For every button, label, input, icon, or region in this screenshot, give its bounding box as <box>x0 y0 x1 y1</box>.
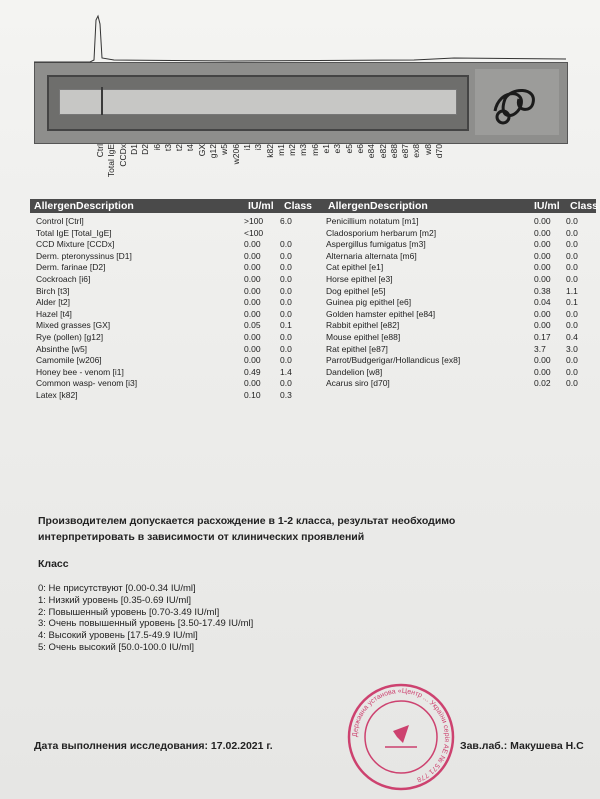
table-row <box>326 262 588 274</box>
class-value: 0.0 <box>280 331 292 342</box>
class-value: 0.0 <box>566 355 578 366</box>
iu-value: 0.38 <box>534 285 551 296</box>
table-row <box>36 216 306 228</box>
class-value: 0.0 <box>566 262 578 273</box>
class-value: 0.0 <box>566 320 578 331</box>
allergen-name: Birch [t3] <box>36 285 70 296</box>
lane-label: i3 <box>253 144 264 151</box>
table-row <box>36 378 306 390</box>
allergen-name: Dandelion [w8] <box>326 366 383 377</box>
class-value: 0.0 <box>566 273 578 284</box>
lane-label: i1 <box>241 144 252 151</box>
table-row <box>36 367 306 379</box>
interpretation-note <box>38 513 558 545</box>
table-row <box>36 274 306 286</box>
allergen-name: Aspergillus fumigatus [m3] <box>326 239 426 250</box>
blot-strip-lane <box>59 89 457 115</box>
allergen-name: Cockroach [i6] <box>36 273 91 284</box>
allergen-name: Camomile [w206] <box>36 355 102 366</box>
table-row <box>326 274 588 286</box>
table-row <box>326 239 588 251</box>
table-row <box>326 320 588 332</box>
header-iu: IU/ml <box>248 200 274 212</box>
iu-value: 0.00 <box>534 273 551 284</box>
class-value: 0.0 <box>280 262 292 273</box>
iu-value: <100 <box>244 227 264 238</box>
lane-label: w206 <box>230 144 241 165</box>
class-value: 0.0 <box>566 227 578 238</box>
lab-stamp-icon <box>345 681 457 793</box>
allergen-name: Alder [t2] <box>36 297 71 308</box>
header-class: Class <box>284 200 313 212</box>
table-row <box>326 332 588 344</box>
class-value: 0.0 <box>280 343 292 354</box>
class-value: 3.0 <box>566 343 578 354</box>
class-value: 6.0 <box>280 216 292 226</box>
lane-label: e84 <box>366 144 377 159</box>
table-row <box>36 297 306 309</box>
class-value: 0.0 <box>566 366 578 377</box>
iu-value: 0.00 <box>244 239 261 250</box>
lane-label: Ctrl <box>95 144 105 158</box>
iu-value: 0.04 <box>534 297 551 308</box>
iu-value: 0.00 <box>534 227 551 238</box>
table-row <box>326 344 588 356</box>
lane-label: e1 <box>321 144 331 154</box>
table-row <box>36 390 306 402</box>
class-value: 0.0 <box>280 355 292 366</box>
header-class-2: Class <box>570 200 599 212</box>
class-value: 0.4 <box>566 331 578 342</box>
iu-value: 0.00 <box>244 297 261 308</box>
table-row <box>326 216 588 228</box>
iu-value: 0.00 <box>534 262 551 273</box>
allergen-name: Golden hamster epithel [e84] <box>326 308 436 319</box>
control-band <box>101 87 103 115</box>
class-legend-item: 1: Низкий уровень [0.35-0.69 IU/ml] <box>38 594 191 606</box>
iu-value: 0.00 <box>534 216 551 226</box>
lane-label: e87 <box>400 144 411 159</box>
iu-value: 0.00 <box>534 320 551 331</box>
lab-head-signature: Зав.лаб.: Макушева Н.С <box>460 740 584 752</box>
header-iu-2: IU/ml <box>534 200 560 212</box>
class-value: 0.0 <box>280 308 292 319</box>
class-value: 0.3 <box>280 389 292 400</box>
class-value: 0.0 <box>280 285 292 296</box>
handwritten-mark-icon <box>475 69 559 135</box>
allergen-name: Penicillium notatum [m1] <box>326 216 419 226</box>
blot-strip-handle <box>475 69 559 135</box>
iu-value: 0.00 <box>534 250 551 261</box>
class-legend-item: 0: Не присутствуют [0.00-0.34 IU/ml] <box>38 583 196 594</box>
table-row <box>36 239 306 251</box>
lane-label: e6 <box>354 144 365 154</box>
note-line-2: интерпретировать в зависимости от клинических проявлений <box>38 531 365 543</box>
table-row <box>326 286 588 298</box>
class-value: 1.4 <box>280 366 292 377</box>
lane-label: D1 <box>128 144 139 155</box>
iu-value: 0.10 <box>244 389 261 400</box>
iu-value: 0.00 <box>244 262 261 273</box>
allergen-name: CCD Mixture [CCDx] <box>36 239 115 250</box>
class-value: 0.1 <box>566 297 578 308</box>
stamp-ring-text: Державна установа «Центр ... України серія АЕ № 571 778 <box>351 687 451 783</box>
allergen-name: Alternaria alternata [m6] <box>326 250 417 261</box>
iu-value: 3.7 <box>534 343 546 354</box>
lane-label: m6 <box>309 144 320 156</box>
header-allergen-2: AllergenDescription <box>328 200 428 212</box>
allergen-name: Honey bee - venom [i1] <box>36 366 124 377</box>
allergen-name: Common wasp- venom [i3] <box>36 378 138 389</box>
class-value: 1.1 <box>566 285 578 296</box>
iu-value: 0.49 <box>244 366 261 377</box>
table-row <box>36 344 306 356</box>
iu-value: 0.00 <box>244 355 261 366</box>
table-row <box>36 320 306 332</box>
allergen-name: Dog epithel [e5] <box>326 285 386 296</box>
lane-label: D2 <box>140 144 151 155</box>
class-legend-item: 4: Высокий уровень [17.5-49.9 IU/ml] <box>38 630 198 642</box>
iu-value: 0.00 <box>534 239 551 250</box>
lane-label: g12 <box>208 144 218 159</box>
lane-label: e88 <box>388 144 399 159</box>
note-line-1: Производителем допускается расхождение в 1-2 класса, результат необходимо <box>38 515 456 527</box>
class-value: 0.0 <box>280 378 292 389</box>
table-row <box>326 297 588 309</box>
iu-value: 0.00 <box>244 378 261 389</box>
allergen-name: Absinthe [w5] <box>36 343 88 354</box>
table-row <box>326 309 588 321</box>
allergen-name: Total IgE [Total_IgE] <box>36 227 112 238</box>
lane-label: e82 <box>377 144 388 159</box>
class-value: 0.0 <box>566 239 578 250</box>
allergen-name: Mouse epithel [e88] <box>326 331 401 342</box>
header-allergen: AllergenDescription <box>34 200 134 212</box>
iu-value: 0.00 <box>244 273 261 284</box>
table-row <box>326 228 588 240</box>
lane-label: CCDx <box>117 144 128 167</box>
lane-label: d70 <box>434 144 444 159</box>
lane-label: GX <box>196 144 207 157</box>
class-value: 0.0 <box>280 297 292 308</box>
table-row <box>36 228 306 240</box>
blot-strip <box>34 62 568 144</box>
lane-label: m3 <box>298 144 309 156</box>
iu-value: 0.17 <box>534 331 551 342</box>
iu-value: 0.00 <box>244 331 261 342</box>
allergen-name: Parrot/Budgerigar/Hollandicus [ex8] <box>326 355 461 366</box>
lane-label: e5 <box>343 144 354 154</box>
class-value: 0.0 <box>566 308 578 319</box>
lane-label: w5 <box>219 144 230 155</box>
allergen-name: Rabbit epithel [e82] <box>326 320 400 331</box>
table-row <box>36 309 306 321</box>
class-legend-item: 3: Очень повышенный уровень [3.50-17.49 IU/ml] <box>38 618 254 630</box>
class-value: 0.0 <box>566 250 578 261</box>
iu-value: 0.00 <box>534 308 551 319</box>
iu-value: 0.02 <box>534 378 551 389</box>
allergen-name: Derm. farinae [D2] <box>36 262 106 273</box>
class-value: 0.0 <box>280 273 292 284</box>
allergen-name: Horse epithel [e3] <box>326 273 393 284</box>
class-legend-item: 2: Повышенный уровень [0.70-3.49 IU/ml] <box>38 606 220 618</box>
lane-label: t3 <box>162 144 173 152</box>
iu-value: 0.00 <box>244 250 261 261</box>
iu-value: 0.00 <box>534 366 551 377</box>
table-row <box>326 355 588 367</box>
lane-label: m2 <box>287 144 298 156</box>
iu-value: 0.05 <box>244 320 261 331</box>
allergen-name: Hazel [t4] <box>36 308 72 319</box>
table-row <box>326 367 588 379</box>
table-row <box>36 286 306 298</box>
lane-label: i6 <box>151 144 162 151</box>
class-legend <box>38 583 253 654</box>
class-value: 0.0 <box>566 378 578 389</box>
results-table-header <box>30 199 599 213</box>
class-value: 0.1 <box>280 320 292 331</box>
results-left-column <box>36 216 306 402</box>
study-date: Дата выполнения исследования: 17.02.2021 г. <box>34 740 273 752</box>
blot-strip-membrane <box>47 75 469 131</box>
allergen-name: Derm. pteronyssinus [D1] <box>36 250 132 261</box>
lane-label: Total IgE <box>106 144 117 178</box>
class-value: 0.0 <box>280 239 292 250</box>
allergen-name: Latex [k82] <box>36 389 78 400</box>
table-row <box>36 251 306 263</box>
allergen-name: Cat epithel [e1] <box>326 262 384 273</box>
iu-value: 0.00 <box>534 355 551 366</box>
class-legend-item: 5: Очень высокий [50.0-100.0 IU/ml] <box>38 641 194 653</box>
lane-label: e3 <box>332 144 343 154</box>
densitometry-curve <box>34 14 574 64</box>
allergen-name: Cladosporium herbarum [m2] <box>326 227 437 238</box>
class-value: 0.0 <box>566 216 578 226</box>
iu-value: >100 <box>244 216 264 226</box>
table-row <box>326 378 588 390</box>
lane-label: t4 <box>185 144 196 152</box>
class-value: 0.0 <box>280 250 292 261</box>
class-legend-title: Класс <box>38 558 69 570</box>
allergen-name: Control [Ctrl] <box>36 216 84 226</box>
results-right-column <box>326 216 588 390</box>
allergen-name: Rye (pollen) [g12] <box>36 331 104 342</box>
lane-label: w8 <box>422 144 433 155</box>
iu-value: 0.00 <box>244 308 261 319</box>
table-row <box>326 251 588 263</box>
iu-value: 0.00 <box>244 343 261 354</box>
table-row <box>36 332 306 344</box>
allergen-name: Guinea pig epithel [e6] <box>326 297 412 308</box>
lane-label: t2 <box>174 144 185 152</box>
lane-labels <box>90 144 450 190</box>
table-row <box>36 262 306 274</box>
lane-label: m1 <box>275 144 286 156</box>
allergen-name: Rat epithel [e87] <box>326 343 388 354</box>
allergen-name: Mixed grasses [GX] <box>36 320 111 331</box>
lane-label: k82 <box>264 144 275 158</box>
lane-label: ex8 <box>411 144 422 158</box>
allergen-name: Acarus siro [d70] <box>326 378 390 389</box>
table-row <box>36 355 306 367</box>
iu-value: 0.00 <box>244 285 261 296</box>
